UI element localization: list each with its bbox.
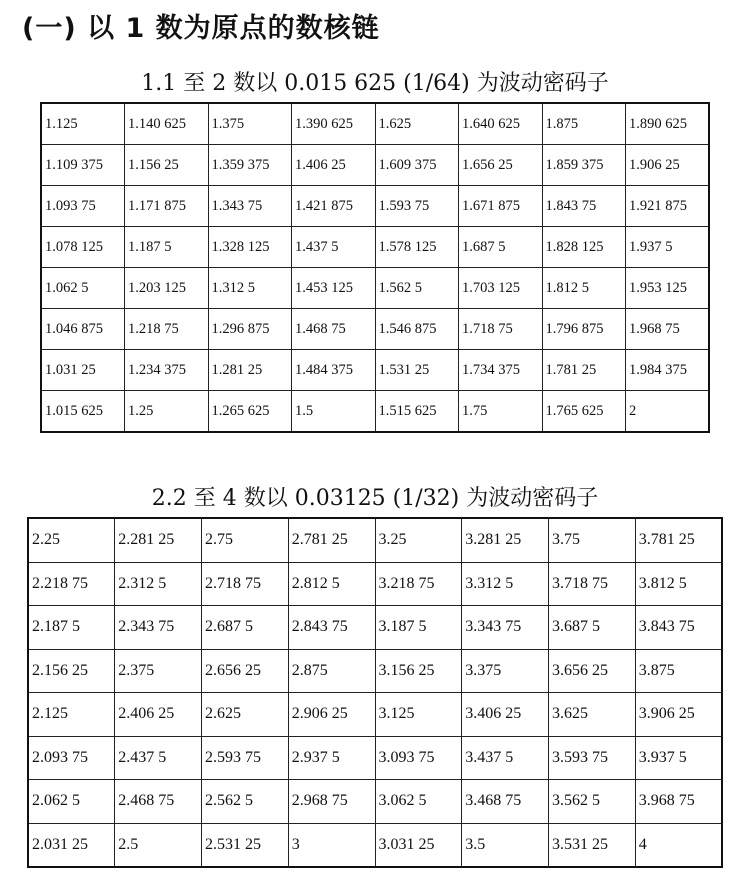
table-cell: 3.843 75 [635, 606, 722, 650]
table-cell: 1.218 75 [125, 309, 209, 350]
table2 [27, 517, 723, 868]
table-cell: 1.859 375 [542, 145, 626, 186]
table-cell: 2.812 5 [288, 562, 375, 606]
table-cell: 2.5 [115, 823, 202, 867]
table-cell: 2.906 25 [288, 693, 375, 737]
table-cell: 1.562 5 [375, 268, 459, 309]
table-cell: 2.031 25 [28, 823, 115, 867]
table-cell: 1.515 625 [375, 391, 459, 433]
table-cell: 3.093 75 [375, 736, 462, 780]
table-cell: 1.390 625 [292, 103, 376, 145]
table1-caption: 1.1 至 2 数以 0.015 625 (1/64) 为波动密码子 [141, 71, 609, 96]
table-cell: 3.906 25 [635, 693, 722, 737]
table-cell: 1.625 [375, 103, 459, 145]
table-cell: 3.687 5 [549, 606, 636, 650]
table-cell: 1.312 5 [208, 268, 292, 309]
table-cell: 1.687 5 [459, 227, 543, 268]
table-cell: 1.890 625 [626, 103, 710, 145]
table-cell: 1.937 5 [626, 227, 710, 268]
table-cell: 1.140 625 [125, 103, 209, 145]
table-cell: 1.718 75 [459, 309, 543, 350]
table-cell: 1.421 875 [292, 186, 376, 227]
table-cell: 2.468 75 [115, 780, 202, 824]
table-cell: 1.968 75 [626, 309, 710, 350]
table-cell: 3.531 25 [549, 823, 636, 867]
table-cell: 1.187 5 [125, 227, 209, 268]
table-cell: 1.031 25 [41, 350, 125, 391]
table-cell: 1.765 625 [542, 391, 626, 433]
table2-caption: 2.2 至 4 数以 0.03125 (1/32) 为波动密码子 [151, 486, 599, 511]
table-cell: 1.046 875 [41, 309, 125, 350]
table-cell: 3.718 75 [549, 562, 636, 606]
table-cell: 2.062 5 [28, 780, 115, 824]
table-cell: 2.625 [202, 693, 289, 737]
table-cell: 3.187 5 [375, 606, 462, 650]
table-cell: 1.484 375 [292, 350, 376, 391]
table-row [41, 227, 709, 268]
table-cell: 1.125 [41, 103, 125, 145]
table-cell: 1.843 75 [542, 186, 626, 227]
table-cell: 3.437 5 [462, 736, 549, 780]
table-cell: 2.312 5 [115, 562, 202, 606]
table-row [41, 268, 709, 309]
table-cell: 3.875 [635, 649, 722, 693]
table-cell: 1.953 125 [626, 268, 710, 309]
table-row [28, 693, 722, 737]
table-row [28, 606, 722, 650]
table-cell: 1.281 25 [208, 350, 292, 391]
table-cell: 2.687 5 [202, 606, 289, 650]
table-cell: 1.156 25 [125, 145, 209, 186]
table-cell: 1.437 5 [292, 227, 376, 268]
table-cell: 3.343 75 [462, 606, 549, 650]
table-cell: 2.718 75 [202, 562, 289, 606]
table-cell: 3.562 5 [549, 780, 636, 824]
table-cell: 1.906 25 [626, 145, 710, 186]
table-row [41, 350, 709, 391]
table-row [28, 518, 722, 562]
table-cell: 3.406 25 [462, 693, 549, 737]
table-row [41, 103, 709, 145]
table-cell: 1.796 875 [542, 309, 626, 350]
table-cell: 1.25 [125, 391, 209, 433]
table-cell: 1.781 25 [542, 350, 626, 391]
table-cell: 2.25 [28, 518, 115, 562]
table-cell: 1.703 125 [459, 268, 543, 309]
table-cell: 3.937 5 [635, 736, 722, 780]
table-row [41, 186, 709, 227]
table-cell: 1.171 875 [125, 186, 209, 227]
table-row [41, 391, 709, 433]
table-cell: 1.093 75 [41, 186, 125, 227]
table-cell: 2.187 5 [28, 606, 115, 650]
table-cell: 2.343 75 [115, 606, 202, 650]
table-cell: 2.156 25 [28, 649, 115, 693]
table-cell: 2.593 75 [202, 736, 289, 780]
table-cell: 2.093 75 [28, 736, 115, 780]
table-cell: 1.609 375 [375, 145, 459, 186]
table-cell: 2.968 75 [288, 780, 375, 824]
table-cell: 1.359 375 [208, 145, 292, 186]
table-cell: 2.125 [28, 693, 115, 737]
table-cell: 1.015 625 [41, 391, 125, 433]
table-cell: 3.281 25 [462, 518, 549, 562]
table-cell: 3.593 75 [549, 736, 636, 780]
table-cell: 1.328 125 [208, 227, 292, 268]
table-cell: 2.406 25 [115, 693, 202, 737]
table-cell: 1.593 75 [375, 186, 459, 227]
table-row [28, 562, 722, 606]
table-cell: 3.312 5 [462, 562, 549, 606]
table-cell: 1.812 5 [542, 268, 626, 309]
table-cell: 1.109 375 [41, 145, 125, 186]
table-cell: 3.781 25 [635, 518, 722, 562]
table-cell: 1.656 25 [459, 145, 543, 186]
table-cell: 1.078 125 [41, 227, 125, 268]
table-cell: 1.343 75 [208, 186, 292, 227]
table-cell: 1.578 125 [375, 227, 459, 268]
table-cell: 2.937 5 [288, 736, 375, 780]
table-cell: 3.062 5 [375, 780, 462, 824]
table-cell: 1.921 875 [626, 186, 710, 227]
table-cell: 1.468 75 [292, 309, 376, 350]
table-cell: 1.546 875 [375, 309, 459, 350]
table-cell: 1.984 375 [626, 350, 710, 391]
table-cell: 3.375 [462, 649, 549, 693]
table-row [41, 309, 709, 350]
table-cell: 1.453 125 [292, 268, 376, 309]
table-cell: 2.281 25 [115, 518, 202, 562]
table-cell: 1.296 875 [208, 309, 292, 350]
table-cell: 2.218 75 [28, 562, 115, 606]
table1 [40, 102, 710, 433]
table-cell: 3.25 [375, 518, 462, 562]
table-row [28, 736, 722, 780]
table-cell: 1.265 625 [208, 391, 292, 433]
table-cell: 1.406 25 [292, 145, 376, 186]
table-cell: 3.812 5 [635, 562, 722, 606]
table-cell: 3.468 75 [462, 780, 549, 824]
table-row [41, 145, 709, 186]
table-cell: 1.5 [292, 391, 376, 433]
table-cell: 2 [626, 391, 710, 433]
table-cell: 2.656 25 [202, 649, 289, 693]
table-cell: 4 [635, 823, 722, 867]
table-cell: 1.234 375 [125, 350, 209, 391]
table-cell: 2.375 [115, 649, 202, 693]
table-cell: 3.218 75 [375, 562, 462, 606]
table-cell: 2.781 25 [288, 518, 375, 562]
table-cell: 3.156 25 [375, 649, 462, 693]
section-heading: (一) 以 1 数为原点的数核链 [22, 13, 380, 44]
table-cell: 3.968 75 [635, 780, 722, 824]
table-cell: 1.062 5 [41, 268, 125, 309]
table-cell: 1.875 [542, 103, 626, 145]
table-cell: 3.625 [549, 693, 636, 737]
table-cell: 2.875 [288, 649, 375, 693]
table-cell: 1.75 [459, 391, 543, 433]
table-cell: 2.75 [202, 518, 289, 562]
table-cell: 1.640 625 [459, 103, 543, 145]
table-cell: 1.531 25 [375, 350, 459, 391]
table-cell: 1.828 125 [542, 227, 626, 268]
table-cell: 3.656 25 [549, 649, 636, 693]
table-row [28, 649, 722, 693]
table-cell: 3.125 [375, 693, 462, 737]
table-cell: 1.734 375 [459, 350, 543, 391]
table-cell: 1.203 125 [125, 268, 209, 309]
table-cell: 3 [288, 823, 375, 867]
table-cell: 1.375 [208, 103, 292, 145]
table-cell: 2.562 5 [202, 780, 289, 824]
table-cell: 2.531 25 [202, 823, 289, 867]
table-cell: 3.5 [462, 823, 549, 867]
table-cell: 1.671 875 [459, 186, 543, 227]
table-cell: 2.437 5 [115, 736, 202, 780]
table-cell: 3.031 25 [375, 823, 462, 867]
table-cell: 3.75 [549, 518, 636, 562]
table-row [28, 823, 722, 867]
table-row [28, 780, 722, 824]
table-cell: 2.843 75 [288, 606, 375, 650]
